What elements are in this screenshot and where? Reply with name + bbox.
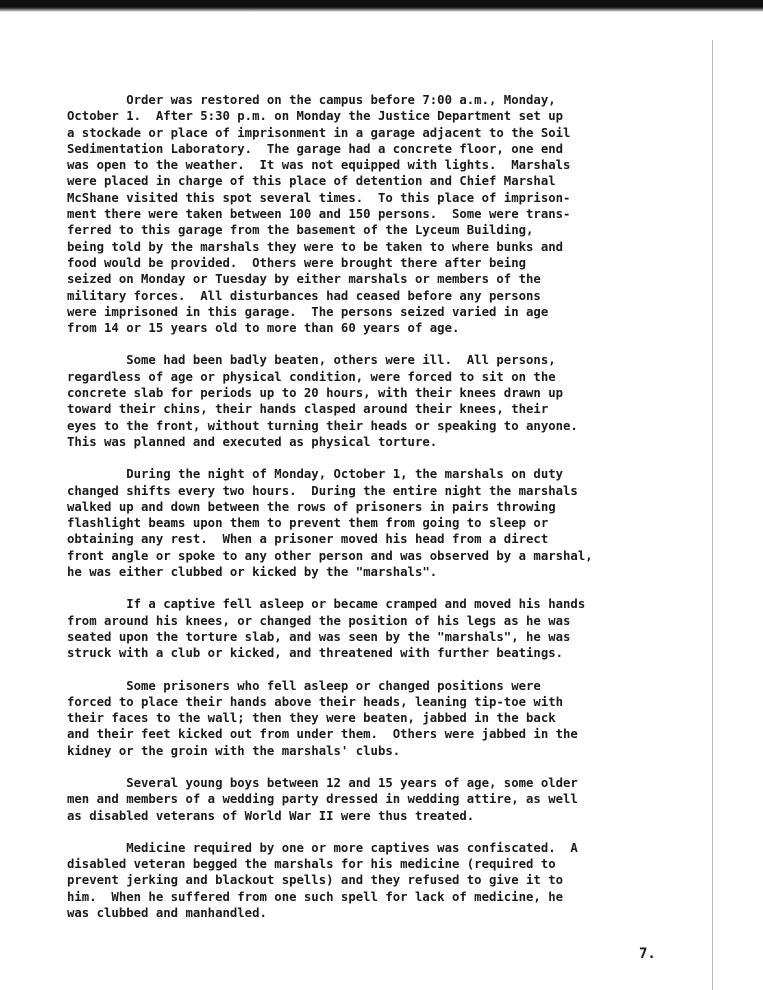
text-line: toward their chins, their hands clasped around their knees, their [67, 402, 549, 417]
text-line: prevent jerking and blackout spells) and they refused to give it to [67, 873, 564, 888]
text-line: forced to place their hands above their heads, leaning tip-toe with [67, 694, 564, 709]
text-line: seized on Monday or Tuesday by either marshals or members of the [67, 272, 541, 287]
text-line: walked up and down between the rows of prisoners in pairs throwing [67, 499, 556, 514]
paragraph [67, 466, 599, 580]
text-line: Order was restored on the campus before 7:00 a.m., Monday, [67, 93, 556, 107]
text-line: eyes to the front, without turning their heads or speaking to anyone. [67, 418, 578, 433]
paragraph [67, 92, 599, 336]
text-line: McShane visited this spot several times. To this place of imprison- [67, 190, 571, 205]
text-line: Medicine required by one or more captives was confiscated. A [67, 840, 578, 855]
text-line: disabled veteran begged the marshals for his medicine (required to [67, 857, 556, 872]
paragraph [67, 596, 599, 661]
paragraph [67, 678, 599, 759]
top-scan-edge [0, 0, 763, 12]
text-line: ferred to this garage from the basement of the Lyceum Building, [67, 223, 534, 238]
text-line: food would be provided. Others were brought there after being [67, 255, 527, 270]
text-line: seated upon the torture slab, and was seen by the "marshals", he was [67, 629, 571, 644]
paragraph [67, 775, 599, 824]
text-line: obtaining any rest. When a prisoner moved his head from a direct [67, 532, 549, 547]
text-line: he was either clubbed or kicked by the "marshals". [67, 565, 438, 580]
text-line: Some prisoners who fell asleep or changed positions were [67, 678, 541, 693]
text-line: During the night of Monday, October 1, the marshals on duty [67, 467, 564, 482]
text-line: Several young boys between 12 and 15 years of age, some older [67, 775, 578, 790]
text-line: were placed in charge of this place of detention and Chief Marshal [67, 174, 556, 189]
page-number: 7. [639, 946, 656, 962]
text-line: October 1. After 5:30 p.m. on Monday the Justice Department set up [67, 109, 564, 124]
text-line: their faces to the wall; then they were beaten, jabbed in the back [67, 711, 556, 726]
text-line: regardless of age or physical condition, were forced to sit on the [67, 369, 556, 384]
text-line: was open to the weather. It was not equipped with lights. Marshals [67, 158, 571, 173]
text-line: struck with a club or kicked, and threatened with further beatings. [67, 646, 564, 661]
text-line: him. When he suffered from one such spell for lack of medicine, he [67, 889, 564, 904]
text-line: was clubbed and manhandled. [67, 906, 267, 921]
text-line: concrete slab for periods up to 20 hours, with their knees drawn up [67, 386, 564, 401]
text-line: from around his knees, or changed the position of his legs as he was [67, 613, 571, 628]
text-line: Sedimentation Laboratory. The garage had a concrete floor, one end [67, 141, 564, 156]
text-line: as disabled veterans of World War II were thus treated. [67, 808, 475, 823]
text-line: military forces. All disturbances had ceased before any persons [67, 288, 541, 303]
right-scan-edge [712, 40, 713, 990]
text-line: and their feet kicked out from under them. Others were jabbed in the [67, 727, 578, 742]
text-line: This was planned and executed as physical torture. [67, 434, 438, 449]
text-line: men and members of a wedding party dressed in wedding attire, as well [67, 792, 578, 807]
text-line: kidney or the groin with the marshals' clubs. [67, 743, 401, 758]
document-body [67, 92, 599, 937]
text-line: Some had been badly beaten, others were ill. All persons, [67, 353, 556, 368]
text-line: front angle or spoke to any other person and was observed by a marshal, [67, 548, 593, 563]
paragraph [67, 352, 599, 450]
paragraph [67, 840, 599, 921]
text-line: If a captive fell asleep or became cramped and moved his hands [67, 597, 586, 612]
text-line: changed shifts every two hours. During the entire night the marshals [67, 483, 578, 498]
text-line: flashlight beams upon them to prevent them from going to sleep or [67, 516, 549, 531]
text-line: ment there were taken between 100 and 150 persons. Some were trans- [67, 207, 571, 222]
text-line: a stockade or place of imprisonment in a garage adjacent to the Soil [67, 125, 571, 140]
text-line: were imprisoned in this garage. The persons seized varied in age [67, 304, 549, 319]
text-line: from 14 or 15 years old to more than 60 years of age. [67, 321, 460, 336]
text-line: being told by the marshals they were to be taken to where bunks and [67, 239, 564, 254]
